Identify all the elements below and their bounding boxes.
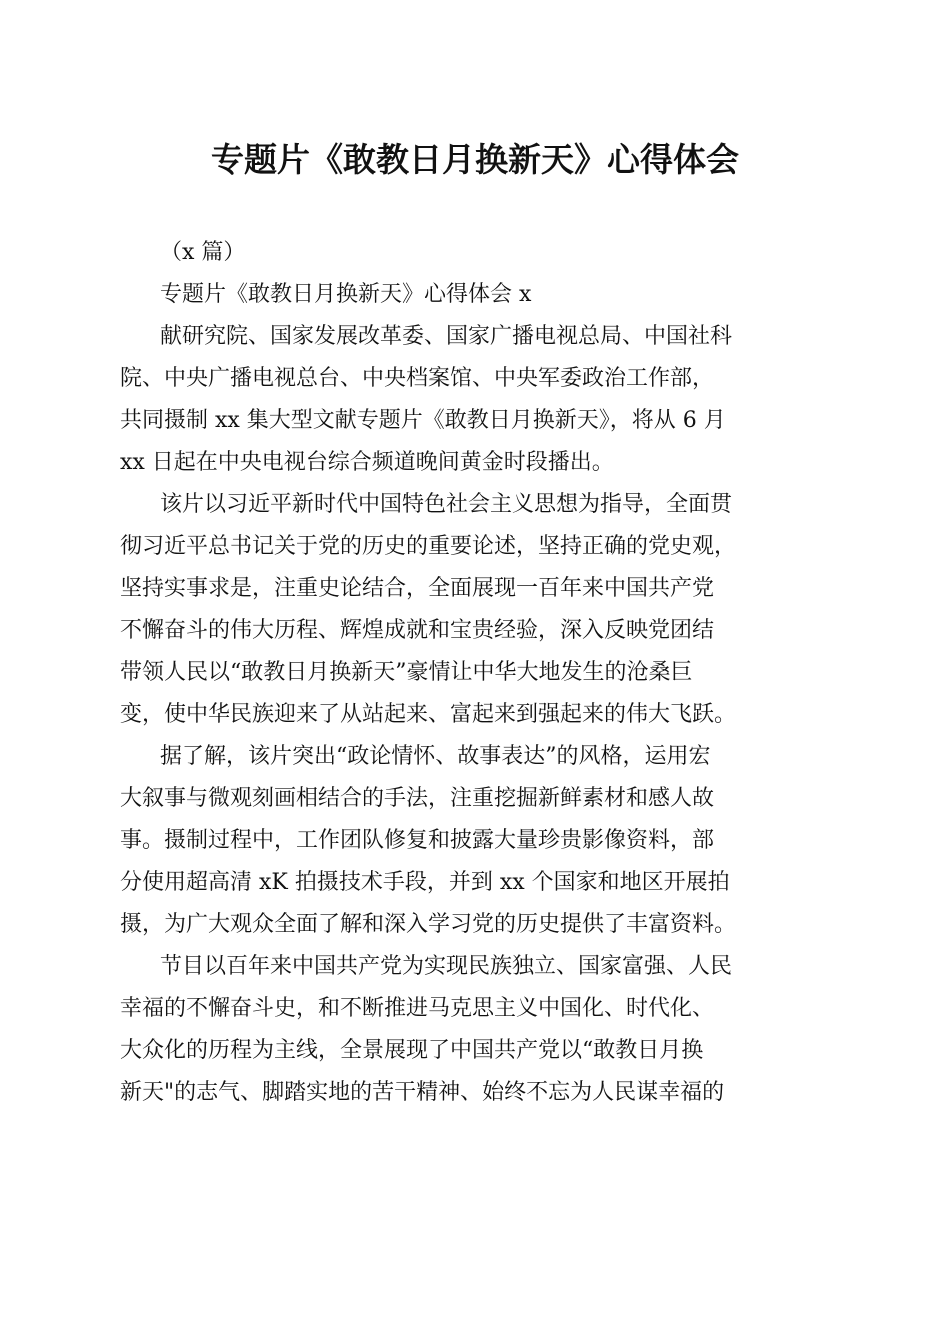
body-line: 节目以百年来中国共产党为实现民族独立、国家富强、人民 [160, 954, 733, 979]
body-line: 大众化的历程为主线，全景展现了中国共产党以“敢教日月换 [120, 1038, 704, 1063]
body-line: 彻习近平总书记关于党的历史的重要论述，坚持正确的党史观， [120, 534, 737, 559]
subtitle-heading: 专题片《敢教日月换新天》心得体会 x [160, 282, 532, 307]
body-line: 献研究院、国家发展改革委、国家广播电视总局、中国社科 [160, 324, 733, 349]
body-line: 新天"的志气、脚踏实地的苦干精神、始终不忘为人民谋幸福的 [120, 1080, 725, 1105]
body-line: 不懈奋斗的伟大历程、辉煌成就和宝贵经验，深入反映党团结 [120, 618, 715, 643]
body-line: xx 日起在中央电视台综合频道晚间黄金时段播出。 [120, 450, 614, 475]
body-line: 共同摄制 xx 集大型文献专题片《敢教日月换新天》，将从 6 月 [120, 408, 726, 433]
document-body [120, 232, 832, 1114]
body-line: 事。摄制过程中，工作团队修复和披露大量珍贵影像资料，部 [120, 828, 715, 853]
subtitle-count: （x 篇） [160, 240, 246, 265]
body-line: 变，使中华民族迎来了从站起来、富起来到强起来的伟大飞跃。 [120, 702, 737, 727]
body-line: 分使用超高清 xK 拍摄技术手段，并到 xx 个国家和地区开展拍 [120, 870, 730, 895]
body-line: 摄，为广大观众全面了解和深入学习党的历史提供了丰富资料。 [120, 912, 737, 937]
body-line: 该片以习近平新时代中国特色社会主义思想为指导，全面贯 [160, 492, 733, 517]
body-line: 带领人民以“敢教日月换新天”豪情让中华大地发生的沧桑巨 [120, 660, 693, 685]
document-title: 专题片《敢教日月换新天》心得体会 [211, 140, 739, 179]
body-line: 坚持实事求是，注重史论结合，全面展现一百年来中国共产党 [120, 576, 715, 601]
body-line: 大叙事与微观刻画相结合的手法，注重挖掘新鲜素材和感人故 [120, 786, 715, 811]
body-line: 幸福的不懈奋斗史，和不断推进马克思主义中国化、时代化、 [120, 996, 715, 1021]
body-line: 院、中央广播电视总台、中央档案馆、中央军委政治工作部， [120, 366, 715, 391]
body-line: 据了解，该片突出“政论情怀、故事表达”的风格，运用宏 [160, 744, 711, 769]
